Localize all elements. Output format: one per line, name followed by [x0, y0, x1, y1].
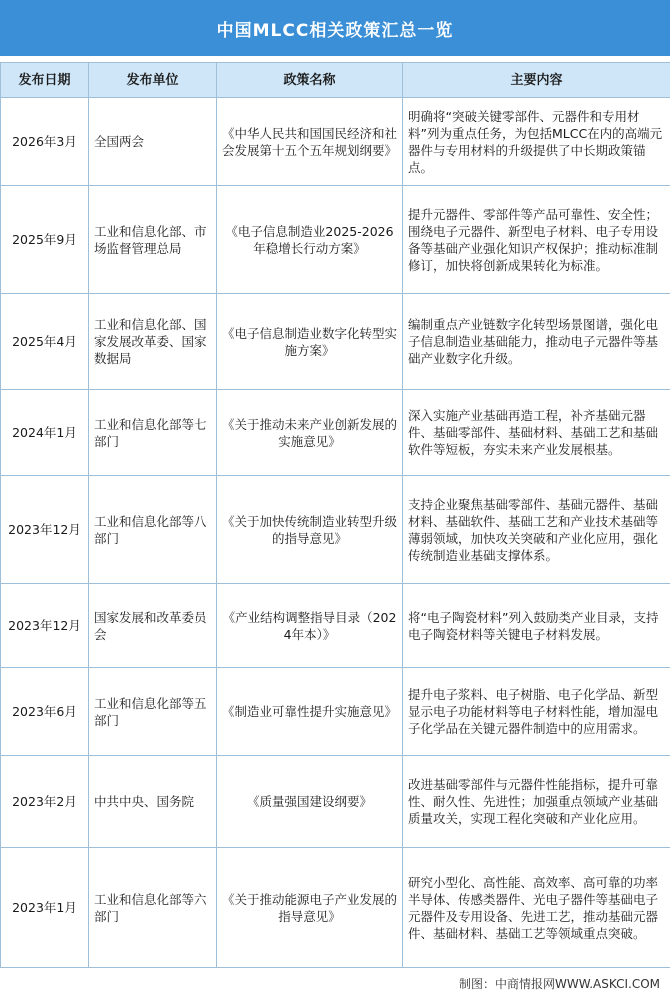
cell-date: 2024年1月	[1, 390, 89, 476]
source-footer: 制图：中商情报网WWW.ASKCI.COM	[459, 977, 660, 991]
cell-content: 提升电子浆料、电子树脂、电子化学品、新型显示电子功能材料等电子材料性能，增加湿电子化学品在关键元器件制造中的应用需求。	[403, 668, 670, 756]
table-row	[1, 584, 670, 668]
cell-policy-name: 《关于推动能源电子产业发展的指导意见》	[217, 848, 403, 968]
cell-unit: 工业和信息化部等七部门	[89, 390, 217, 476]
cell-unit: 全国两会	[89, 98, 217, 186]
cell-date: 2023年6月	[1, 668, 89, 756]
cell-unit: 中共中央、国务院	[89, 756, 217, 848]
cell-content: 明确将“突破关键零部件、元器件和专用材料”列为重点任务，为包括MLCC在内的高端元器件与专用材料的升级提供了中长期政策锚点。	[403, 98, 670, 186]
cell-policy-name: 《关于加快传统制造业转型升级的指导意见》	[217, 476, 403, 584]
cell-unit: 工业和信息化部、市场监督管理总局	[89, 186, 217, 294]
cell-policy-name: 《电子信息制造业数字化转型实施方案》	[217, 294, 403, 390]
cell-content: 研究小型化、高性能、高效率、高可靠的功率半导体、传感类器件、光电子器件等基础电子元器件及专用设备、先进工艺，推动基础元器件、基础材料、基础工艺等领域重点突破。	[403, 848, 670, 968]
cell-unit: 工业和信息化部等五部门	[89, 668, 217, 756]
table-row	[1, 756, 670, 848]
table-row	[1, 668, 670, 756]
cell-policy-name: 《产业结构调整指导目录（2024年本）》	[217, 584, 403, 668]
cell-content: 编制重点产业链数字化转型场景图谱，强化电子信息制造业基础能力，推动电子元器件等基础产业数字化升级。	[403, 294, 670, 390]
cell-policy-name: 《制造业可靠性提升实施意见》	[217, 668, 403, 756]
cell-date: 2023年12月	[1, 476, 89, 584]
cell-date: 2025年4月	[1, 294, 89, 390]
header-name: 政策名称	[217, 63, 403, 98]
cell-content: 改进基础零部件与元器件性能指标，提升可靠性、耐久性、先进性；加强重点领域产业基础质量攻关，实现工程化突破和产业化应用。	[403, 756, 670, 848]
cell-date: 2023年12月	[1, 584, 89, 668]
cell-content: 支持企业聚焦基础零部件、基础元器件、基础材料、基础软件、基础工艺和产业技术基础等薄弱领域，加快攻关突破和产业化应用，强化传统制造业基础支撑体系。	[403, 476, 670, 584]
cell-unit: 工业和信息化部等六部门	[89, 848, 217, 968]
header-date: 发布日期	[1, 63, 89, 98]
cell-content: 将“电子陶瓷材料”列入鼓励类产业目录，支持电子陶瓷材料等关键电子材料发展。	[403, 584, 670, 668]
header-content: 主要内容	[403, 63, 670, 98]
table-row	[1, 390, 670, 476]
table-row	[1, 186, 670, 294]
header-unit: 发布单位	[89, 63, 217, 98]
cell-date: 2025年9月	[1, 186, 89, 294]
table-row	[1, 98, 670, 186]
page-title: 中国MLCC相关政策汇总一览	[0, 0, 670, 56]
cell-unit: 工业和信息化部、国家发展改革委、国家数据局	[89, 294, 217, 390]
cell-policy-name: 《中华人民共和国国民经济和社会发展第十五个五年规划纲要》	[217, 98, 403, 186]
table-row	[1, 294, 670, 390]
cell-unit: 国家发展和改革委员会	[89, 584, 217, 668]
cell-policy-name: 《关于推动未来产业创新发展的实施意见》	[217, 390, 403, 476]
cell-unit: 工业和信息化部等八部门	[89, 476, 217, 584]
cell-policy-name: 《质量强国建设纲要》	[217, 756, 403, 848]
cell-content: 深入实施产业基础再造工程，补齐基础元器件、基础零部件、基础材料、基础工艺和基础软件等短板，夯实未来产业发展根基。	[403, 390, 670, 476]
cell-date: 2023年1月	[1, 848, 89, 968]
table-row	[1, 848, 670, 968]
cell-date: 2026年3月	[1, 98, 89, 186]
table-header-row	[1, 63, 670, 98]
cell-date: 2023年2月	[1, 756, 89, 848]
table-row	[1, 476, 670, 584]
cell-policy-name: 《电子信息制造业2025-2026年稳增长行动方案》	[217, 186, 403, 294]
cell-content: 提升元器件、零部件等产品可靠性、安全性；围绕电子元器件、新型电子材料、电子专用设备等基础产业强化知识产权保护；推动标准制修订，加快将创新成果转化为标准。	[403, 186, 670, 294]
policy-table	[0, 62, 670, 968]
